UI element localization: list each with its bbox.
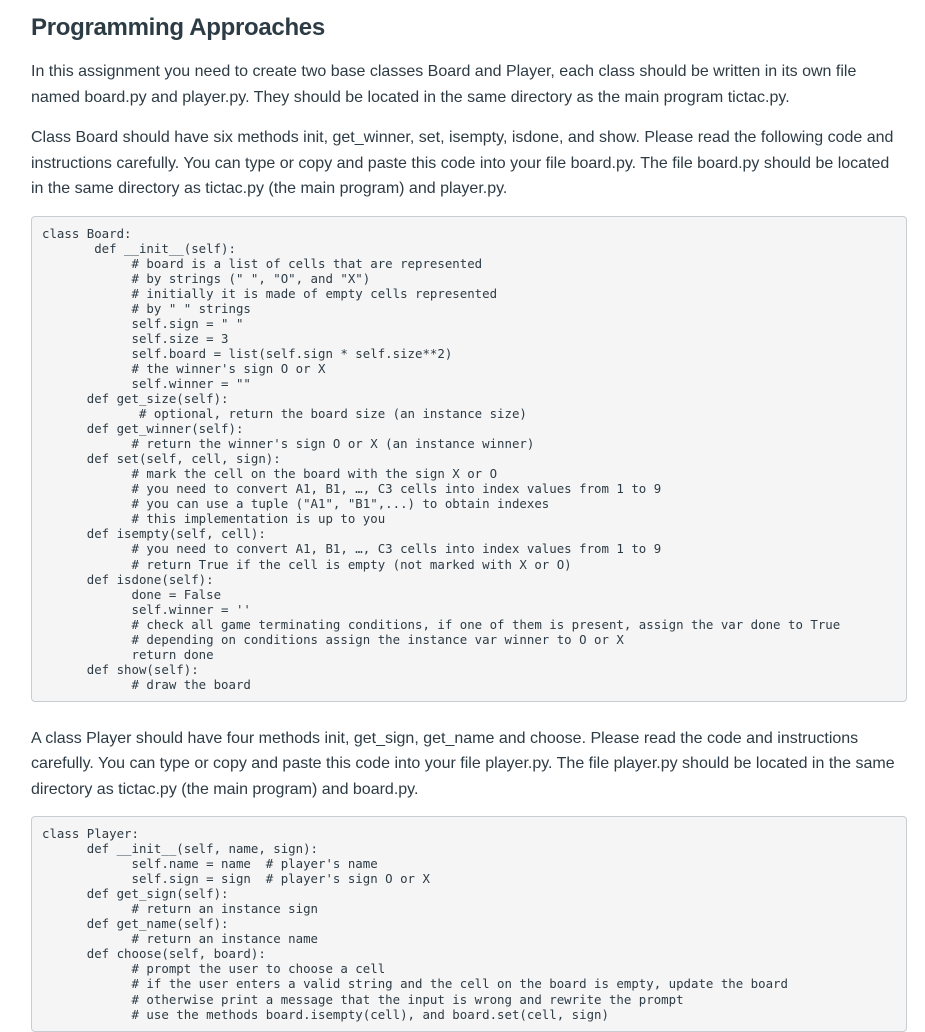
code-line: self.winner = "" (42, 375, 251, 391)
code-line: class Board: (42, 225, 132, 241)
intro-paragraph: In this assignment you need to create two base classes Board and Player, each class should be written in its own file named board.py and player.py. They should be located in the same directory as the main program tictac.py. (31, 63, 857, 106)
code-line: done = False (42, 586, 222, 602)
code-line: # use the methods board.isempty(cell), and board.set(cell, sign) (42, 1006, 609, 1022)
player-code-block (31, 816, 907, 1032)
code-line: self.board = list(self.sign * self.size**2) (42, 345, 453, 361)
code-line: def get_winner(self): (42, 421, 244, 437)
code-line: # otherwise print a message that the input is wrong and rewrite the prompt (42, 991, 684, 1007)
code-line: def __init__(self): (42, 240, 236, 256)
code-line: return done (42, 646, 214, 662)
code-line: class Player: (42, 826, 139, 841)
code-line: def get_name(self): (42, 916, 229, 932)
code-line: # by strings (" ", "O", and "X") (42, 270, 371, 286)
code-line: # mark the cell on the board with the sign X or O (42, 466, 498, 482)
code-line: def choose(self, board): (42, 946, 266, 962)
code-line: # optional, return the board size (an instance size) (42, 406, 527, 422)
code-line: # if the user enters a valid string and the cell on the board is empty, update the board (42, 976, 788, 992)
code-line: self.name = name # player's name (42, 856, 378, 872)
board-description-paragraph: Class Board should have six methods init, get_winner, set, isempty, isdone, and show. Please read the following code and instructions carefully. You can type or copy and paste this code into your file board.py. The file board.py should be located in the same directory as tictac.py (the main program) and player.py. (31, 129, 894, 197)
code-line: # depending on conditions assign the instance var winner to O or X (42, 631, 624, 647)
code-line: # by " " strings (42, 300, 251, 316)
player-description-paragraph: A class Player should have four methods init, get_sign, get_name and choose. Please read the code and instructions carefully. You can type or copy and paste this code into your file player.py. The file player.py should be located in the same directory as tictac.py (the main program) and board.py. (31, 729, 895, 798)
code-line: # return an instance name (42, 931, 319, 947)
code-line: def get_sign(self): (42, 886, 229, 902)
code-line: def isempty(self, cell): (42, 526, 266, 542)
code-line: self.size = 3 (42, 330, 229, 346)
code-line: # initially it is made of empty cells represented (42, 285, 498, 301)
code-line: # you need to convert A1, B1, …, C3 cells into index values from 1 to 9 (42, 481, 662, 497)
code-line: self.winner = '' (42, 601, 251, 617)
code-line: def get_size(self): (42, 391, 229, 407)
board-code-block (31, 216, 907, 702)
code-line: def isdone(self): (42, 571, 214, 587)
code-line: # this implementation is up to you (42, 511, 386, 527)
code-line: # check all game terminating conditions, if one of them is present, assign the var done to True (42, 616, 841, 632)
code-line: def __init__(self, name, sign): (42, 841, 319, 857)
code-line: def set(self, cell, sign): (42, 451, 281, 467)
code-line: # prompt the user to choose a cell (42, 961, 386, 977)
code-line: # board is a list of cells that are represented (42, 255, 483, 271)
code-line: # draw the board (42, 676, 251, 692)
page-title: Programming Approaches (31, 14, 325, 41)
code-line: # return an instance sign (42, 901, 319, 917)
code-line: # you can use a tuple ("A1", "B1",...) to obtain indexes (42, 496, 550, 512)
code-line: # you need to convert A1, B1, …, C3 cells into index values from 1 to 9 (42, 541, 662, 557)
code-line: def show(self): (42, 661, 199, 677)
code-line: # the winner's sign O or X (42, 360, 326, 376)
code-line: # return the winner's sign O or X (an instance winner) (42, 436, 535, 452)
code-line: self.sign = sign # player's sign O or X (42, 871, 430, 887)
code-line: self.sign = " " (42, 315, 244, 331)
code-line: # return True if the cell is empty (not marked with X or O) (42, 556, 572, 572)
